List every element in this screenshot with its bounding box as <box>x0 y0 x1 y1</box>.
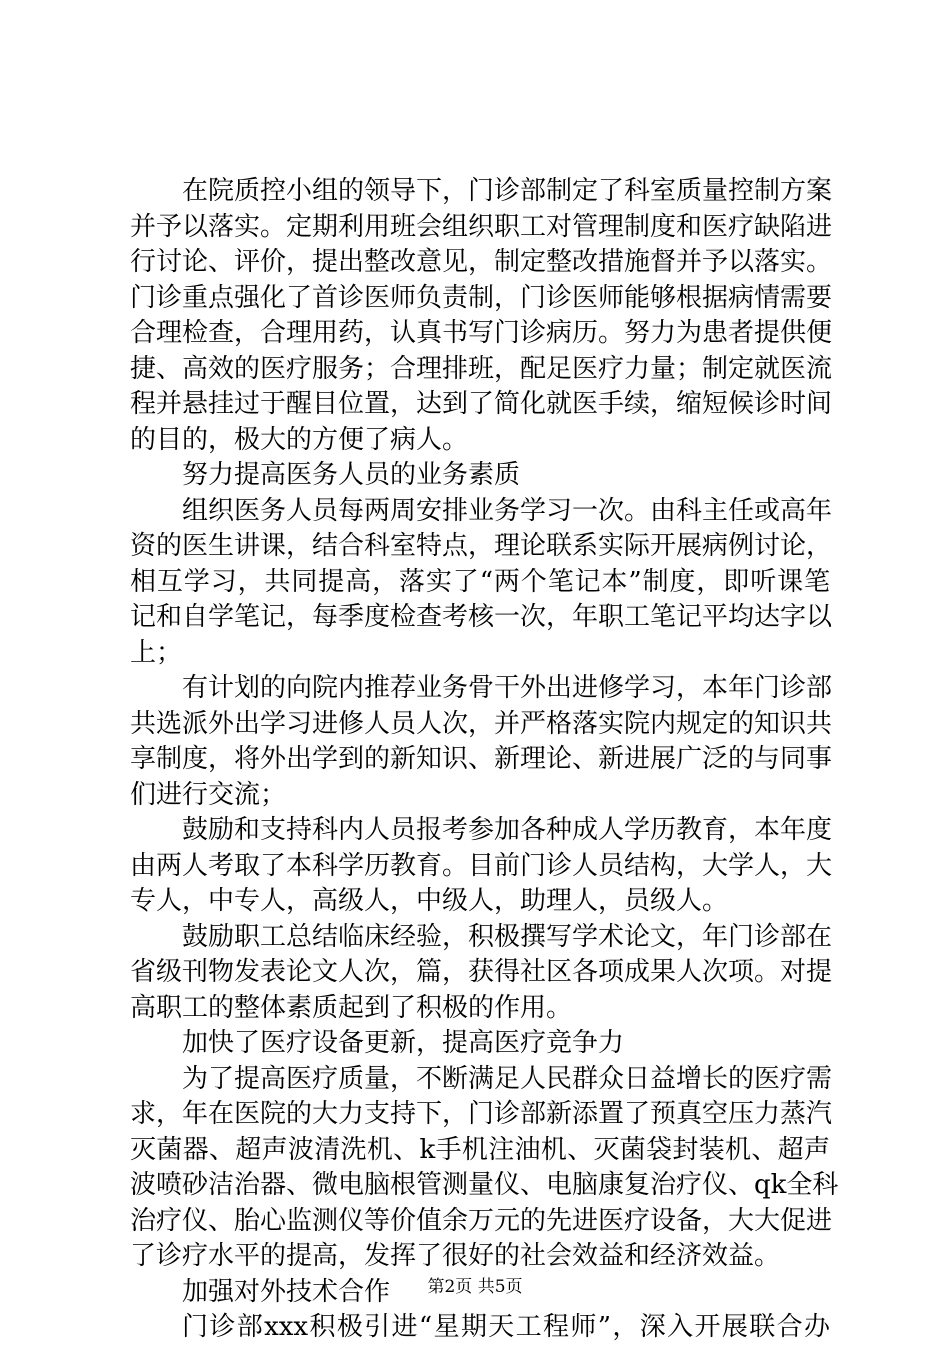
text-line: 们进行交流； <box>130 779 287 810</box>
text-line: 门诊重点强化了首诊医师负责制，门诊医师能够根据病情需要 <box>130 282 833 313</box>
text-line: 并予以落实。定期利用班会组织职工对管理制度和医疗缺陷进 <box>130 211 833 242</box>
text-line: 组织医务人员每两周安排业务学习一次。由科主任或高年 <box>182 495 833 526</box>
text-line: 在院质控小组的领导下，门诊部制定了科室质量控制方案 <box>182 176 833 206</box>
text-line: 上； <box>130 637 183 668</box>
text-line: 加强对外技术合作 <box>182 1276 391 1307</box>
text-line: 享制度，将外出学到的新知识、新理论、新进展广泛的与同事 <box>130 744 833 774</box>
text-line: 的目的，极大的方便了病人。 <box>130 424 469 455</box>
text-line: 合理检查，合理用药，认真书写门诊病历。努力为患者提供便 <box>130 318 833 348</box>
page-footer: 第2页 共5页 <box>427 1277 523 1297</box>
text-line: 加快了医疗设备更新，提高医疗竞争力 <box>182 1028 625 1058</box>
text-line: 记和自学笔记，每季度检查考核一次，年职工笔记平均达字以 <box>130 602 833 632</box>
text-line: 高职工的整体素质起到了积极的作用。 <box>130 992 573 1023</box>
text-line: 门诊部xxx积极引进“星期天工程师”，深入开展联合办 <box>182 1312 830 1342</box>
text-line: 鼓励和支持科内人员报考参加各种成人学历教育，本年度 <box>182 815 833 845</box>
text-line: 由两人考取了本科学历教育。目前门诊人员结构，大学人，大 <box>130 850 833 881</box>
text-line: 相互学习，共同提高，落实了“两个笔记本”制度，即听课笔 <box>130 566 830 597</box>
text-line: 专人，中专人，高级人，中级人，助理人，员级人。 <box>130 886 729 916</box>
text-line: 为了提高医疗质量，不断满足人民群众日益增长的医疗需 <box>182 1063 833 1094</box>
text-line: 了诊疗水平的提高，发挥了很好的社会效益和经济效益。 <box>130 1241 781 1271</box>
text-line: 努力提高医务人员的业务素质 <box>182 460 521 490</box>
text-line: 鼓励职工总结临床经验，积极撰写学术论文，年门诊部在 <box>182 921 833 952</box>
text-line: 省级刊物发表论文人次，篇，获得社区各项成果人次项。对提 <box>130 957 833 987</box>
text-line: 资的医生讲课，结合科室特点，理论联系实际开展病例讨论， <box>130 531 833 561</box>
text-line: 波喷砂洁治器、微电脑根管测量仪、电脑康复治疗仪、qk全科 <box>130 1170 839 1200</box>
text-line: 程并悬挂过于醒目位置，达到了简化就医手续，缩短候诊时间 <box>130 389 833 419</box>
text-line: 灭菌器、超声波清洗机、k手机注油机、灭菌袋封装机、超声 <box>130 1134 830 1165</box>
text-line: 治疗仪、胎心监测仪等价值余万元的先进医疗设备，大大促进 <box>130 1205 833 1236</box>
text-line: 有计划的向院内推荐业务骨干外出进修学习，本年门诊部 <box>182 673 833 703</box>
text-line: 行讨论、评价，提出整改意见，制定整改措施督并予以落实。 <box>130 247 833 277</box>
text-line: 捷、高效的医疗服务；合理排班，配足医疗力量；制定就医流 <box>130 353 833 384</box>
text-line: 共选派外出学习进修人员人次，并严格落实院内规定的知识共 <box>130 708 833 739</box>
text-line: 求，年在医院的大力支持下，门诊部新添置了预真空压力蒸汽 <box>130 1099 833 1129</box>
